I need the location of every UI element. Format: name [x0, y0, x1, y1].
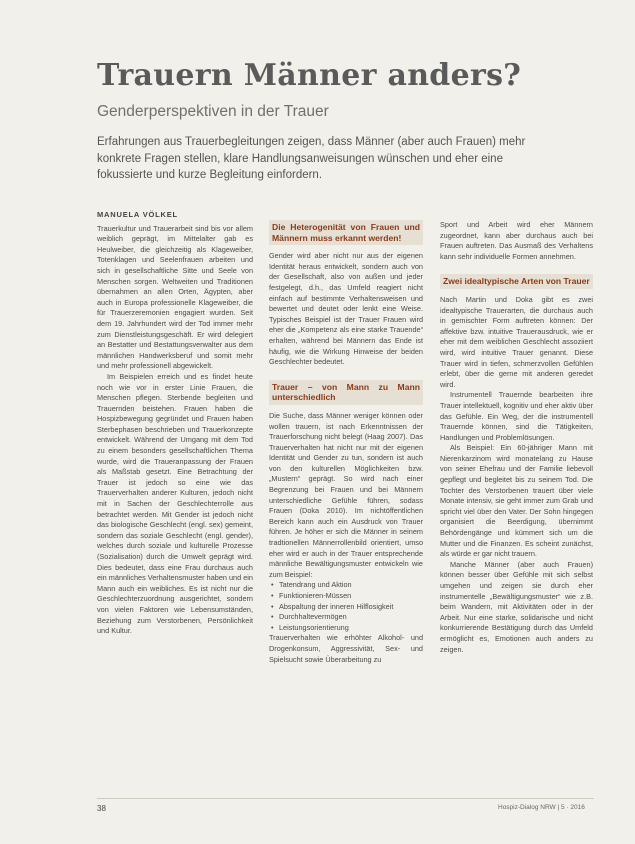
paragraph: Im Beispielen erreich und es findet heute noch wie vor in erster Linie Frauen, die Menschen pflegen. Sterbende begleiten und Trauernden beistehen. Frauen haben die Hospizbewegung gegründet und Frauen haben Sterbephasen beschrieben und Trauerkonzepte entwickelt. Während der Umgang mit dem Tod zu einem besonders gesellschaftlichen Thema wurde, wird die Traueranpassung der Frauen als Maßstab gesetzt. Eine Betrachtung der Trauer ist jedoch so eine wie das Trauerverhalten anderer Kulturen, jedoch nicht mit in Sachen der Geschlechterrolle aus betrachtet werden. Mit Gender ist jedoch nicht das biologische Geschlecht (engl. sex) gemeint, sondern das soziale Geschlecht (engl. gender), welches durch soziale und kulturelle Prozesse (Sozialisation) durch die Umwelt geprägt wird. Dies bedeutet, dass eine Frau durchaus auch ein männliches Verhaltensmuster haben und ein Mann auch ein weibliches. Es ist nicht nur die Geschlechterzuordnung ausgerichtet, sondern von vielen Faktoren wie Lebensumständen, Beziehung zum Verstorbenen, Persönlichkeit und Kultur.	[97, 371, 253, 636]
section-heading: Die Heterogenität von Frauen und Männern muss erkannt werden!	[269, 220, 423, 245]
paragraph: Sport und Arbeit wird eher Männern zugeordnet, kann aber durchaus auch bei Frauen auftreten. Das Ausmaß des Verhaltens kann sehr individuelle Formen annehmen.	[440, 220, 593, 261]
list-item: • Abspaltung der inneren Hilflosigkeit	[279, 602, 423, 613]
paragraph: Gender wird aber nicht nur aus der eigenen Identität heraus entwickelt, sondern auch von der Gesellschaft, also von außen und jeder festgelegt, d.h., das Umfeld reagiert nicht einfach auf bestimmte Verhaltensweisen und bewertet und deutet oder lenkt eine Weise. Typisches Beispiel ist der Trauer Frauen wird eher die „Kompetenz als eine starke Trauende“ erhalten, während bei Männern das Ende ist häufig, wie die Wirkung Hinweise der beiden Geschlechter bedeutet.	[269, 251, 423, 367]
paragraph: Die Suche, dass Männer weniger können oder wollen trauern, ist nach Erkenntnissen der Trauerforschung nicht belegt (Haag 2007). Das Trauerverhalten hat nicht nur mit der eigenen Identität und Gender zu tun, sondern ist auch von den kulturellen Möglichkeiten bzw. „Mustern“ geprägt. So wird nach einer Begrenzung bei Frauen und bei Männern unterschiedliche Gefühle führen, sodass Frauen (Doka 2010). Im nichtöffentlichen Bereich kann auch ein Ausdruck von Trauer führen. Je höher er sich die Männer in seinem tradtionellen Männerrollenbild orientiert, umso eher wird er auch in der Trauer entsprechende männliche Bewältigungsmuster entwickeln wie zum Beispiel:	[269, 410, 423, 579]
author-name: MANUELA VÖLKEL	[97, 210, 178, 219]
list-item: • Leistungsorientierung	[279, 623, 423, 634]
paragraph: Als Beispiel: Ein 60-jähriger Mann mit Nierenkarzinom wird monatelang zu Hause von seiner Ehefrau und der Familie liebevoll gepflegt und begleitet bis zu seinem Tod. Die Tochter des Verstorbenen trauert über viele Monate intensiv, sie geht immer zum Grab und spricht viel über den Vater. Der Sohn hingegen organisiert die Beerdigung, übernimmt Behördengänge und kümmert sich um die Mutter und die Finanzen. Es scheint zunächst, als würde er gar nicht trauern.	[440, 443, 593, 559]
list-item: • Durchhaltevermögen	[279, 612, 423, 623]
article-lead: Erfahrungen aus Trauerbegleitungen zeigen, dass Männer (aber auch Frauen) mehr konkrete Fragen stellen, klare Handlungsanweisungen wünschen und eher eine fokussierte und kurze Begleitung einfordern.	[97, 136, 526, 181]
column-2	[269, 220, 423, 790]
journal-footer: Hospiz-Dialog NRW | 5 · 2016	[498, 804, 585, 811]
paragraph: Manche Männer (aber auch Frauen) können besser über Gefühle mit sich selbst umgehen und zeigen sie durch eher instrumentelle „Bewältigungsmuster“ wie z.B. beim Wandern, mit Aktivitäten oder in der Arbeit. Nur eine starke, solidarische und nicht konkurrierende Bestätigung durch das Umfeld ermöglicht es, Emotionen auch anders zu zeigen.	[440, 559, 593, 654]
paragraph: Trauerkultur und Trauerarbeit sind bis vor allem weiblich geprägt, im Mittelalter gab es Heulweiber, die gleichzeitig als Klageweiber, Totenklagen und Seelenfrauen arbeiten und sich in gesellschaftliche Sitte und Seele von Menschen sorgen. Weltweiten und Traditionen übernahmen an allen Orten, Ägypten, aber auch in Europa professionelle Klageweiber, die für Trauerzeremonien engagiert wurden. Seit dem 19. Jahrhundert wird der Tod immer mehr zum Dienstleistungsgeschäft. Er wird delegiert an Bestatter und Bestattungsverwalter aus dem männlichen Handwerksberuf und somit mehr und mehr professionell abgewickelt.	[97, 223, 253, 371]
paragraph: Trauerverhalten wie erhöhter Alkohol- und Drogenkonsum, Aggressivität, Sex- und Spielsucht sowie Überarbeitung zu	[269, 633, 423, 664]
footer-divider	[97, 798, 594, 799]
article-subtitle: Genderperspektiven in der Trauer	[97, 103, 329, 120]
list-item: • Funktionieren-Müssen	[279, 591, 423, 602]
coping-patterns-list	[269, 580, 423, 633]
section-heading: Zwei idealtypische Arten von Trauer	[440, 274, 593, 289]
page-number: 38	[97, 804, 106, 813]
paragraph: Instrumentell Trauernde bearbeiten ihre Trauer intellektuell, kognitiv und eher aktiv über das Gefühle. Ein Weg, der die instrumentell Trauernde können, sind die Tätigkeiten, Handlungen und Problemlösungen.	[440, 390, 593, 442]
column-1	[97, 210, 253, 790]
paragraph: Nach Martin und Doka gibt es zwei idealtypische Trauerarten, die durchaus auch in gemischter Form auftreten können: Der affektive bzw. intuitive Trauerausdruck, wie er eher mit dem weiblichen Geschlecht assoziiert wird, wird intuitive Trauer genannt. Diese Trauer wird in tiefen, schmerzvollen Gefühlen erlebt, über die gerne mit anderen geredet wird.	[440, 294, 593, 389]
column-3	[440, 220, 593, 790]
section-heading: Trauer – von Mann zu Mann unterschiedlich	[269, 380, 423, 405]
list-item: • Tatendrang und Aktion	[279, 580, 423, 591]
article-title: Trauern Männer anders?	[97, 58, 522, 93]
